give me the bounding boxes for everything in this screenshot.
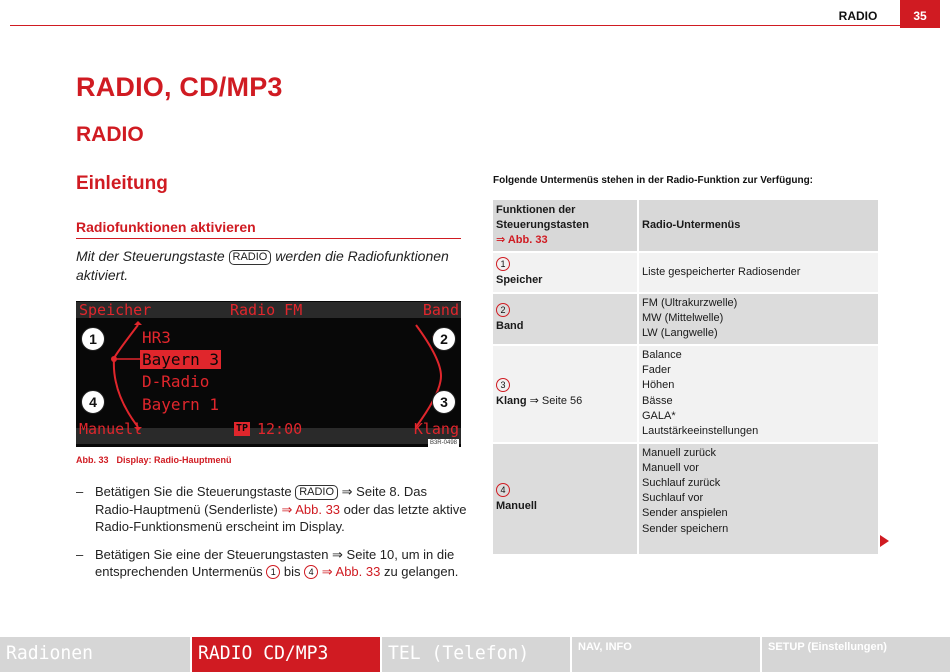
circled-number: 4 [304, 565, 318, 579]
topic-rule [76, 238, 461, 239]
table-cell-submenus [638, 252, 878, 293]
intro-text-2: werden die Radiofunktionen aktiviert. [76, 248, 449, 283]
table-row [493, 293, 878, 345]
function-label-text: Klang [496, 395, 527, 408]
tab-radio-cd-mp3[interactable] [190, 637, 380, 672]
function-label: Manuell [496, 500, 537, 513]
submenu-item: Liste gespeicherter Radiosender [642, 265, 801, 278]
bullet-text: zu gelangen. [380, 564, 459, 579]
submenu-item: Fader [642, 364, 671, 377]
header-text: Funktionen der [496, 203, 576, 216]
submenu-item: Bässe [642, 394, 673, 407]
table-cell-submenus [638, 293, 878, 345]
tab-nav-info[interactable] [570, 637, 760, 672]
intro-paragraph [76, 247, 468, 285]
chapter-title: RADIO, CD/MP3 [76, 72, 283, 102]
table-header-col1 [493, 200, 638, 252]
tab-label: TEL (Telefon) [388, 642, 530, 664]
submenu-item: Suchlauf vor [642, 492, 704, 505]
instruction-item [76, 546, 468, 581]
bullet-text: bis [280, 564, 305, 579]
table-intro: Folgende Untermenüs stehen in der Radio-Funktion zur Verfügung: [493, 175, 814, 186]
submenu-item: Suchlauf zurück [642, 477, 721, 490]
display-clock: 12:00 [257, 420, 303, 438]
bullet-text: Betätigen Sie die Steuerungstaste [95, 484, 296, 499]
submenu-item: Manuell zurück [642, 446, 716, 459]
continue-arrow-icon[interactable] [880, 535, 889, 547]
station-item: D-Radio [142, 372, 210, 391]
topic-heading: Radiofunktionen aktivieren [76, 219, 256, 235]
figure-id: B3R-0498 [429, 440, 457, 446]
display-label-manuell: Manuell [79, 420, 143, 438]
figure-reference-link[interactable]: ⇒ Abb. 33 [496, 234, 548, 247]
figure-reference-link[interactable]: ⇒ Abb. 33 [318, 564, 381, 579]
tab-setup[interactable] [760, 637, 950, 672]
figure-caption [76, 455, 232, 465]
page-reference[interactable]: ⇒ Seite 56 [526, 395, 583, 408]
tab-radionen[interactable] [0, 637, 190, 672]
figure-reference-link[interactable]: ⇒ Abb. 33 [281, 501, 341, 517]
subsection-heading: Einleitung [76, 173, 168, 194]
table-header-col2: Radio-Untermenüs [638, 200, 878, 252]
tab-label: Radionen [6, 642, 93, 664]
station-item-selected: Bayern 3 [142, 350, 220, 369]
submenu-item: Sender speichern [642, 522, 729, 535]
table-cell-function [493, 345, 638, 443]
circled-number: 1 [266, 565, 280, 579]
function-label [496, 394, 634, 409]
tab-telefon[interactable] [380, 637, 570, 672]
table-row [493, 252, 878, 293]
display-label-mode: Radio FM [230, 301, 303, 319]
table-cell-function [493, 443, 638, 555]
circled-number: 2 [496, 303, 510, 317]
submenu-item: GALA* [642, 409, 676, 422]
display-label-klang: Klang [413, 420, 459, 438]
table-header-row [493, 200, 878, 252]
radio-display-figure [76, 301, 461, 447]
display-label-speicher: Speicher [79, 301, 152, 319]
circled-number: 4 [496, 483, 510, 497]
function-label: Band [496, 320, 524, 333]
radio-key-symbol: RADIO [229, 250, 272, 265]
circled-number: 3 [496, 378, 510, 392]
callout-3: 3 [432, 390, 456, 414]
caption-title: Display: Radio-Hauptmenü [116, 455, 232, 465]
submenu-item: FM (Ultrakurzwelle) [642, 297, 738, 309]
submenu-item: MW (Mittelwelle) [642, 312, 724, 325]
bullet-text: ⇒ Seite 8. Das Radio-Hauptmenü (Senderliste) [95, 484, 427, 517]
station-item: HR3 [142, 328, 171, 347]
section-heading: RADIO [76, 123, 144, 146]
page-number: 35 [900, 0, 940, 28]
header-rule [10, 25, 900, 26]
bullet-text: Betätigen Sie eine der Steuerungstasten ⇒ Seite 10, um in die entsprechenden Untermenüs [95, 546, 455, 579]
station-item: Bayern 1 [142, 395, 220, 414]
submenu-table [493, 200, 878, 556]
bullet-text: oder das letzte aktive Radio-Funktionsmenü erscheint im Display. [95, 501, 467, 534]
display-label-band: Band [422, 301, 459, 319]
table-cell-function [493, 293, 638, 345]
tab-label: NAV, INFO [578, 641, 632, 653]
tab-label: RADIO CD/MP3 [198, 642, 329, 664]
callout-4: 4 [81, 390, 105, 414]
tab-label: SETUP (Einstellungen) [768, 641, 887, 653]
intro-text-1: Mit der Steuerungstaste [76, 248, 229, 264]
submenu-item: Sender anspielen [642, 507, 728, 520]
tp-badge: TP [236, 423, 249, 434]
caption-label: Abb. 33 [76, 455, 109, 465]
instruction-item [76, 483, 468, 536]
table-row [493, 345, 878, 443]
circled-number: 1 [496, 257, 510, 271]
submenu-item: LW (Langwelle) [642, 327, 718, 340]
callout-1: 1 [81, 327, 105, 351]
table-cell-function [493, 252, 638, 293]
table-row [493, 443, 878, 555]
bullet-dash: – [76, 546, 84, 562]
chapter-tabs [0, 637, 950, 672]
section-title: RADIO [838, 9, 878, 23]
table-cell-submenus [638, 443, 878, 555]
submenu-item: Balance [642, 349, 682, 361]
callout-2: 2 [432, 327, 456, 351]
table-cell-submenus [638, 345, 878, 443]
bullet-dash: – [76, 484, 84, 499]
radio-key-symbol: RADIO [295, 485, 338, 500]
submenu-item: Manuell vor [642, 461, 699, 474]
submenu-item: Lautstärkeeinstellungen [642, 425, 759, 438]
function-label: Speicher [496, 274, 543, 286]
instruction-list [76, 483, 468, 591]
submenu-item: Höhen [642, 379, 675, 392]
header-text: Steuerungstasten [496, 218, 589, 231]
